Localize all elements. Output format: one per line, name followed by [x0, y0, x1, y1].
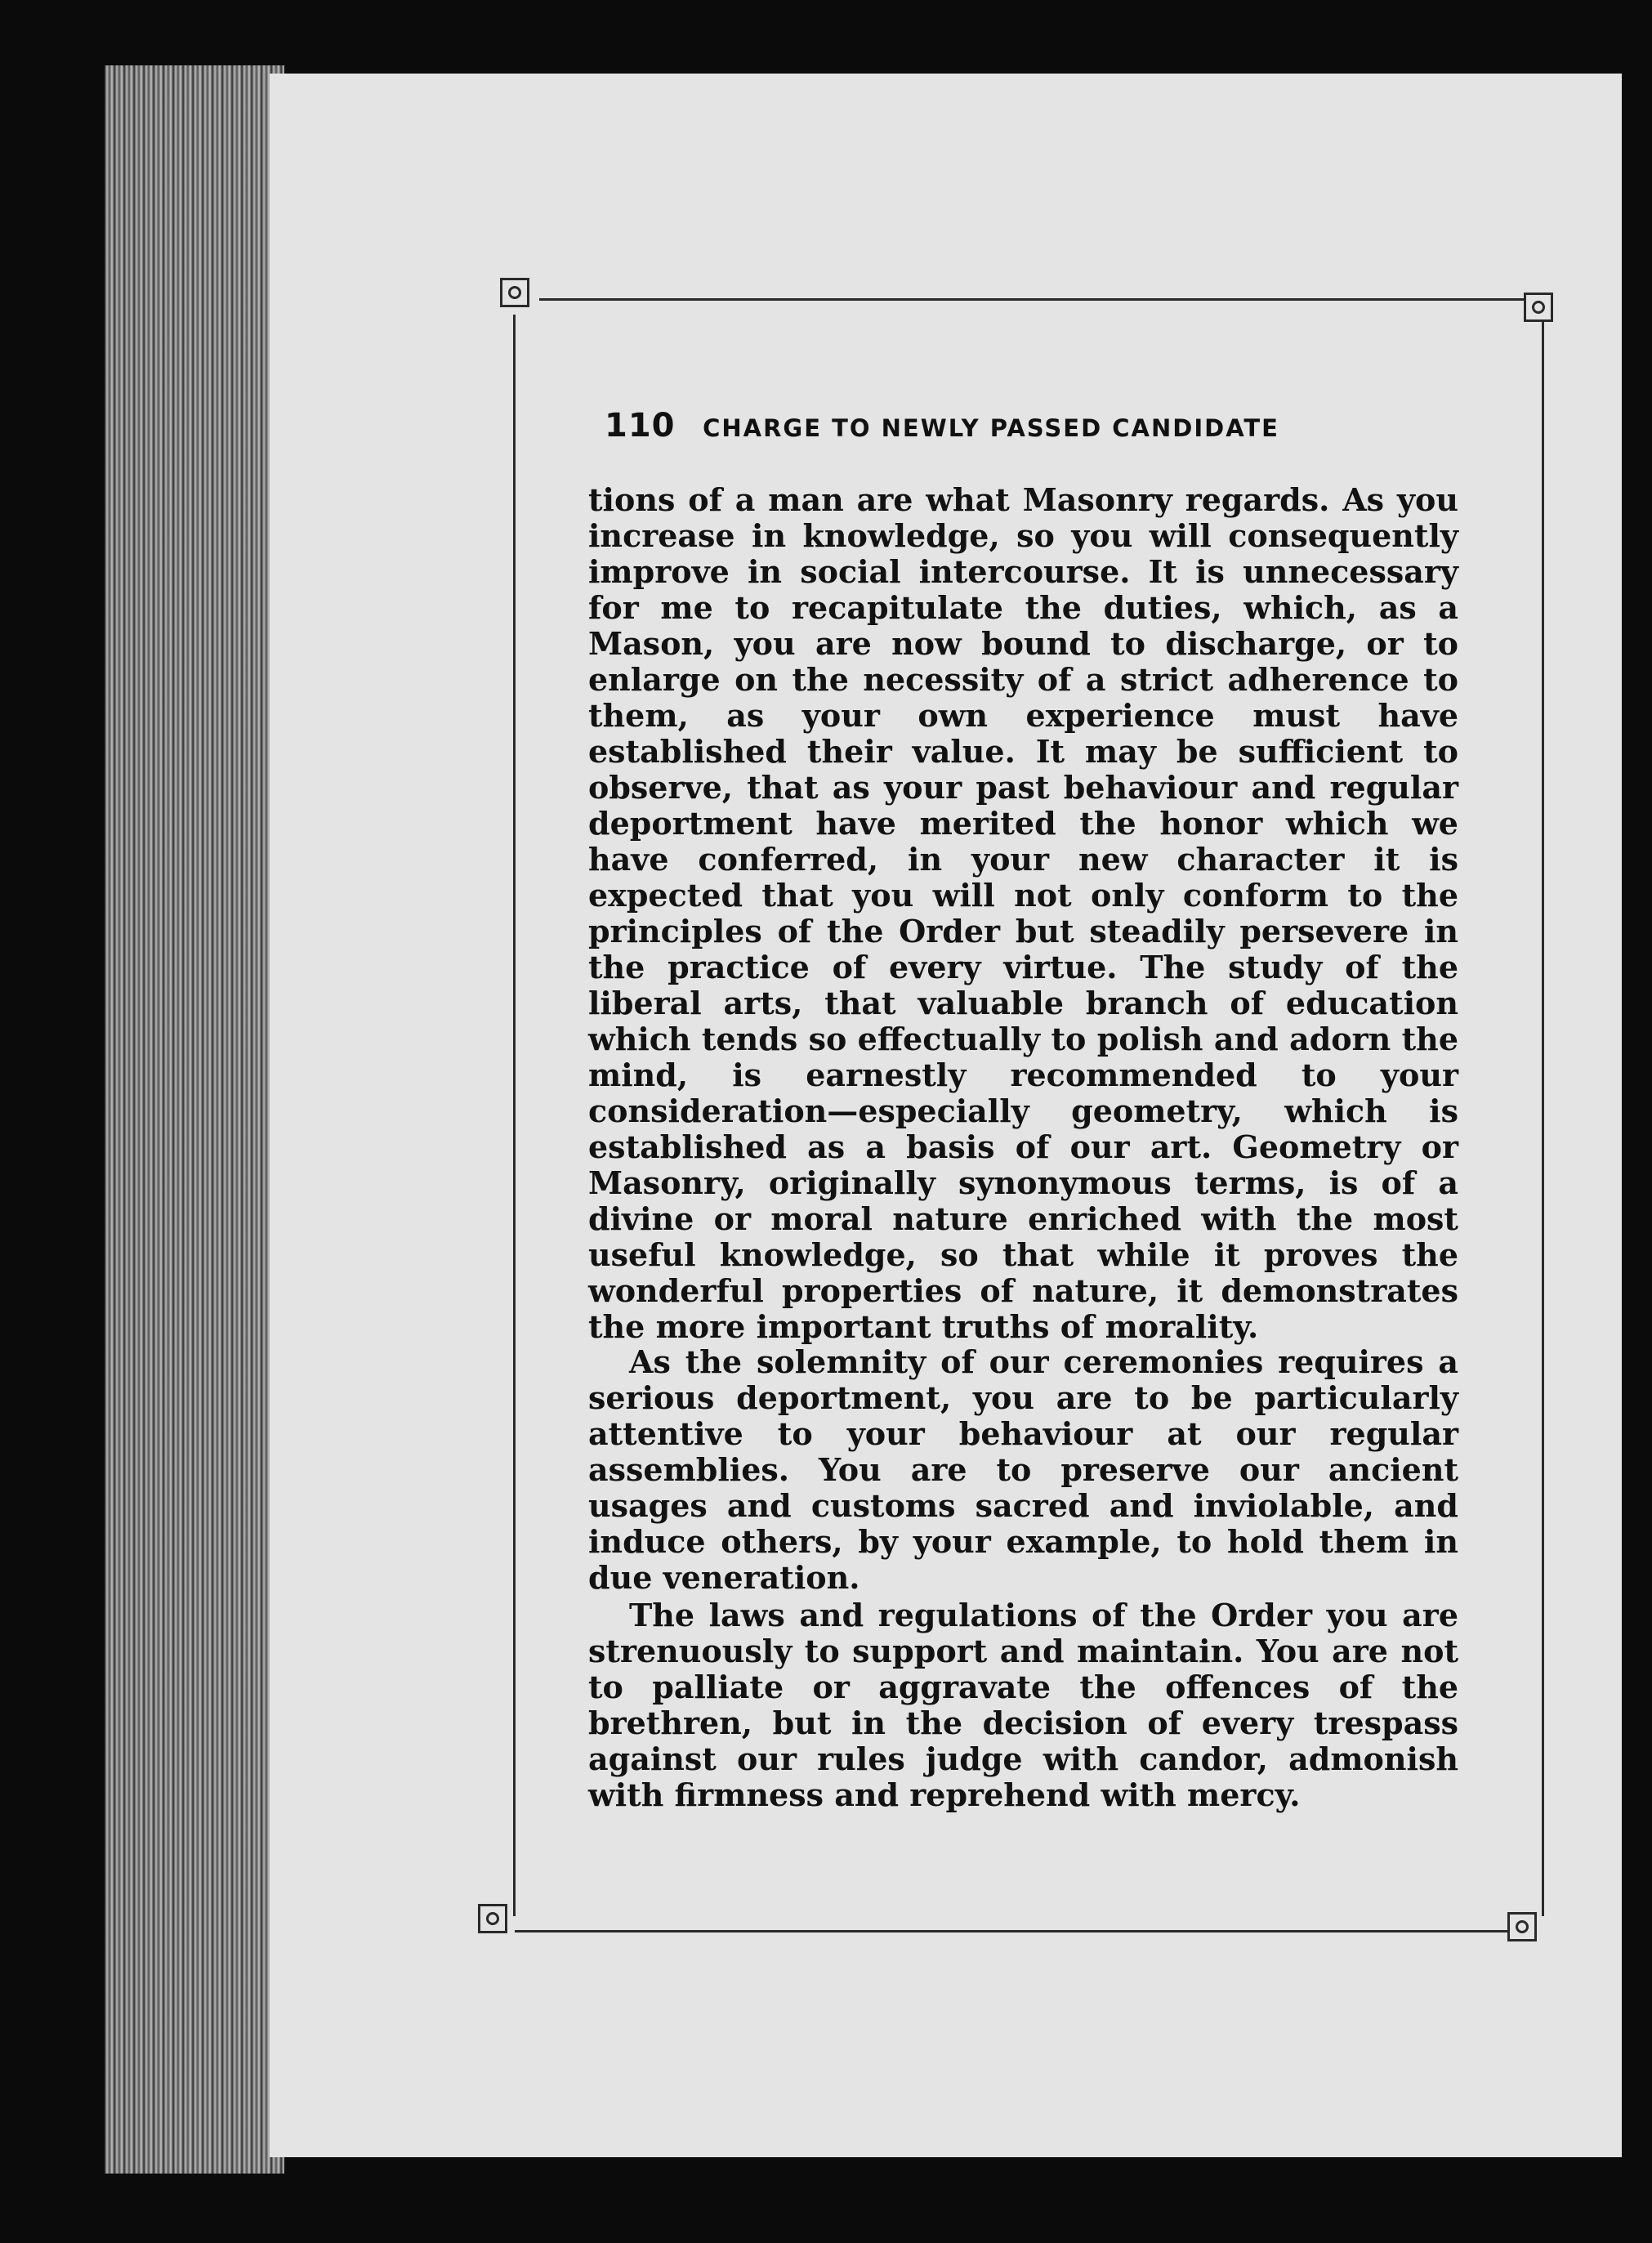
body-paragraph: As the solemnity of our ceremonies requires a serious deportment, you are to be particularly attentive to your behaviour at our regular assemblies. You are to preserve our ancient usages and customs sacred and inviolable, and induce others, by your example, to hold them in due veneration.	[588, 1343, 1458, 1596]
frame-corner-ornament-icon	[500, 278, 529, 307]
book-page-edges	[105, 65, 284, 2174]
body-paragraph: The laws and regulations of the Order you are strenuously to support and maintain. You are not to palliate or aggravate the offences of the brethren, but in the decision of every trespass against our rules judge with candor, admonish with firmness and reprehend with mercy.	[588, 1597, 1458, 1813]
page-header	[605, 407, 1462, 453]
ornamental-frame-left	[513, 315, 516, 1916]
running-head: CHARGE TO NEWLY PASSED CANDIDATE	[703, 414, 1279, 442]
frame-corner-ornament-icon	[1507, 1912, 1537, 1941]
page-number: 110	[605, 407, 676, 445]
ornamental-frame-top	[539, 298, 1532, 301]
frame-corner-ornament-icon	[1524, 293, 1553, 322]
frame-corner-ornament-icon	[478, 1904, 507, 1933]
ornamental-frame-bottom	[515, 1930, 1507, 1932]
body-paragraph: tions of a man are what Masonry regards. As you increase in knowledge, so you will consequently improve in social intercourse. It is unnecessary for me to recapitulate the duties, which, as a Mason, you are now bound to discharge, or to enlarge on the necessity of a strict adherence to them, as your own experience must have established their value. It may be sufficient to observe, that as your past behaviour and regular deportment have merited the honor which we have conferred, in your new character it is expected that you will not only conform to the principles of the Order but steadily persevere in the practice of every virtue. The study of the liberal arts, that valuable branch of education which tends so effectually to polish and adorn the mind, is earnestly recommended to your consideration—especially geometry, which is established as a basis of our art. Geometry or Masonry, originally synonymous terms, is of a divine or moral nature enriched with the most useful knowledge, so that while it proves the wonderful properties of nature, it demonstrates the more important truths of morality.	[588, 481, 1458, 1345]
ornamental-frame-right	[1542, 315, 1544, 1916]
